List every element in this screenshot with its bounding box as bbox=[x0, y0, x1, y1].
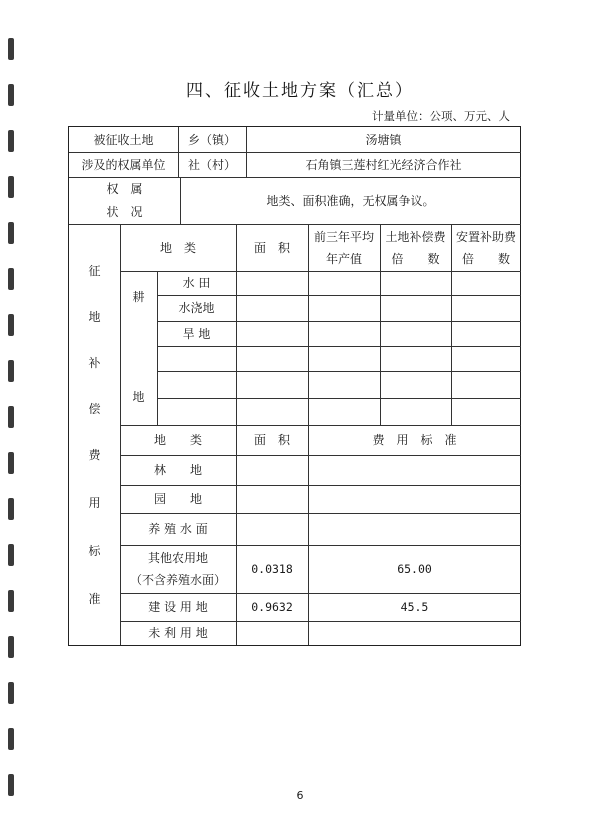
side-char: 征 bbox=[88, 264, 101, 278]
side-char: 补 bbox=[88, 356, 101, 370]
side-char: 偿 bbox=[88, 402, 101, 416]
col-header-land-comp-1: 土地补偿费 bbox=[385, 230, 446, 244]
col-header-avg-output-1: 前三年平均 bbox=[313, 230, 374, 244]
township-value: 汤塘镇 bbox=[365, 132, 402, 147]
col-header-area-2: 面 积 bbox=[253, 433, 290, 447]
cultivated-label-top: 耕 bbox=[132, 290, 145, 304]
page-number: 6 bbox=[296, 789, 304, 802]
table-row-type: 林 地 bbox=[153, 463, 202, 477]
village-value: 石角镇三莲村红光经济合作社 bbox=[305, 157, 462, 172]
col-header-resettle-1: 安置补助费 bbox=[455, 230, 516, 244]
binding-hole bbox=[8, 406, 14, 428]
status-label-1: 权 属 bbox=[106, 182, 143, 196]
binding-hole bbox=[8, 498, 14, 520]
unit-note: 计量单位：公项、万元、人 bbox=[372, 109, 510, 123]
binding-hole bbox=[8, 38, 14, 60]
owner-label-line2: 涉及的权属单位 bbox=[81, 157, 166, 172]
table-row-type-2: （不含养殖水面） bbox=[129, 573, 226, 587]
table-row-area: 0.9632 bbox=[251, 600, 293, 614]
table-row-standard: 65.00 bbox=[397, 562, 432, 576]
status-label-2: 状 况 bbox=[106, 205, 143, 219]
binding-hole bbox=[8, 314, 14, 336]
side-char: 标 bbox=[88, 544, 101, 558]
table-row-type: 未 利 用 地 bbox=[148, 626, 208, 640]
col-header-land-type: 地 类 bbox=[159, 240, 196, 255]
binding-hole bbox=[8, 590, 14, 612]
side-char: 费 bbox=[88, 448, 101, 462]
col-header-land-comp-2: 倍 数 bbox=[391, 252, 440, 266]
cultivated-label-bottom: 地 bbox=[132, 390, 145, 404]
township-label: 乡（镇） bbox=[187, 132, 236, 147]
col-header-land-type-2: 地 类 bbox=[153, 433, 202, 447]
binding-hole bbox=[8, 360, 14, 382]
binding-hole bbox=[8, 130, 14, 152]
side-char: 用 bbox=[88, 496, 101, 510]
col-header-standard: 费 用 标 准 bbox=[372, 433, 457, 447]
binding-hole bbox=[8, 176, 14, 198]
cultivated-row-label: 水 田 bbox=[182, 276, 211, 290]
land-acquisition-table bbox=[68, 126, 521, 646]
compensation-side-label bbox=[69, 224, 120, 645]
binding-hole bbox=[8, 682, 14, 704]
row-divider bbox=[157, 398, 521, 399]
binding-hole bbox=[8, 728, 14, 750]
village-label: 社（村） bbox=[187, 157, 236, 172]
col-header-area: 面 积 bbox=[253, 240, 290, 255]
side-char: 地 bbox=[88, 310, 101, 324]
cultivated-row-label: 旱 地 bbox=[182, 326, 211, 341]
row-divider bbox=[157, 371, 521, 372]
binding-hole bbox=[8, 636, 14, 658]
side-char: 准 bbox=[88, 592, 101, 606]
page-title: 四、征收土地方案（汇总） bbox=[186, 81, 414, 101]
binding-hole bbox=[8, 222, 14, 244]
status-value: 地类、面积准确，无权属争议。 bbox=[266, 193, 435, 208]
col-header-avg-output-2: 年产值 bbox=[325, 252, 362, 266]
table-row-type: 建 设 用 地 bbox=[148, 600, 208, 614]
col-header-resettle-2: 倍 数 bbox=[461, 252, 510, 266]
table-row-area: 0.0318 bbox=[251, 562, 293, 576]
binding-holes bbox=[0, 0, 30, 819]
table-row-type: 养 殖 水 面 bbox=[148, 522, 208, 536]
row-divider bbox=[157, 346, 521, 347]
cultivated-row-label: 水浇地 bbox=[178, 301, 215, 315]
owner-label-line1: 被征收土地 bbox=[93, 132, 154, 147]
binding-hole bbox=[8, 544, 14, 566]
table-row-type: 其他农用地 bbox=[147, 551, 208, 565]
table-row-standard: 45.5 bbox=[400, 600, 429, 614]
binding-hole bbox=[8, 268, 14, 290]
table-row-type: 园 地 bbox=[153, 492, 202, 506]
binding-hole bbox=[8, 452, 14, 474]
